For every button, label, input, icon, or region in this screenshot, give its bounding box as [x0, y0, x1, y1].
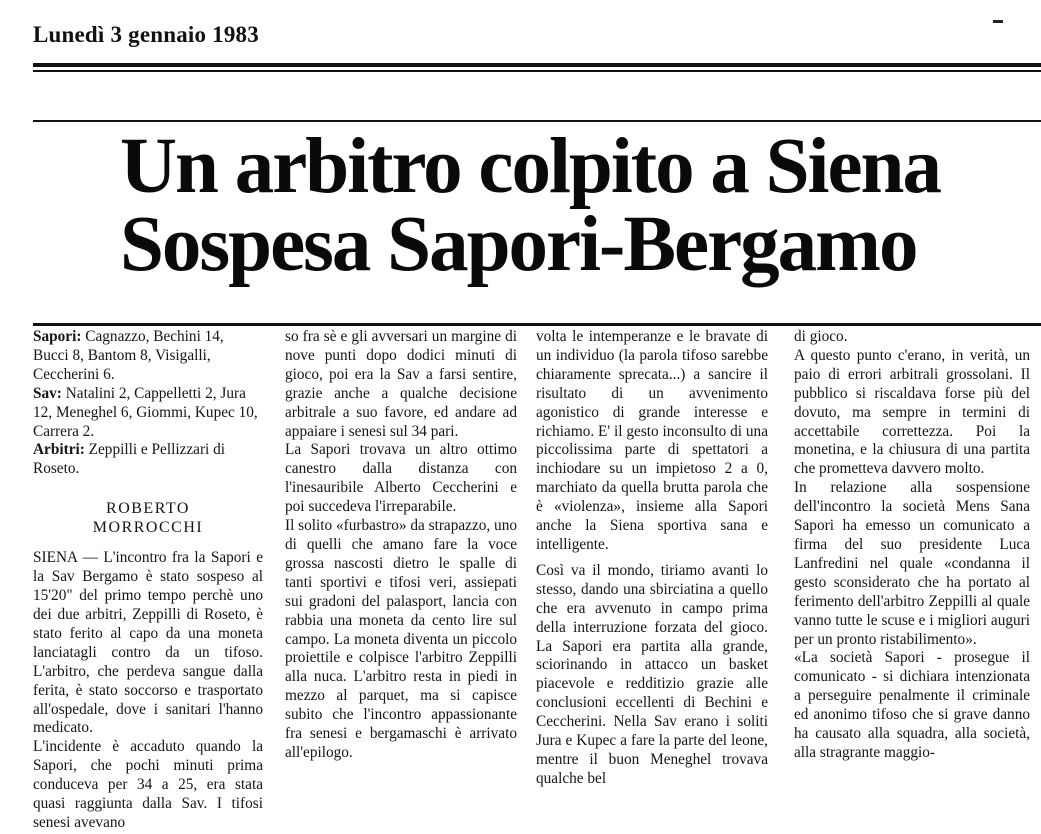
article-column-3: [536, 328, 768, 834]
article-paragraph: SIENA — L'incontro fra la Sapori e la Sav Bergamo è stato sospeso al 15'20" del primo tempo perchè uno dei due arbitri, Zeppilli di Roseto, è stato ferito al capo da una moneta lanciatagli contro da un tifoso. L'arbitro, che perdeva sangue dalla ferita, è stato soccorso e trasportato all'ospedale, dove i sanitari l'hanno medicato.: [33, 549, 263, 737]
article-paragraph: so fra sè e gli avversari un margine di nove punti dopo dodici minuti di gioco, poi era la Sav a farsi sentire, grazie anche a qualche decisione arbitrale a suo favore, ed andare ad appaiare i senesi sul 34 pari.: [285, 328, 517, 440]
headline-top-rule: [33, 120, 1041, 122]
article-paragraph: Così va il mondo, tiriamo avanti lo stesso, dando una sbirciatina a quello che era avvenuto in campo prima della interruzione forzata del gioco. La Sapori era partita alla grande, sciorinando in attacco un basket piacevole e redditizio grazie alle conclusioni eccellenti di Bechini e Ceccherini. Nella Sav erano i soliti Jura e Kupec a fare la parte del leone, mentre il buon Meneghel trovava qualche bel: [536, 561, 768, 787]
article-paragraph: L'incidente è accaduto quando la Sapori, che pochi minuti prima conduceva per 34 a 25, era stata quasi raggiunta dalla Sav. I tifosi senesi avevano: [33, 738, 263, 831]
lineup-arbitri: Arbitri: Zeppilli e Pellizzari di Roseto.: [33, 441, 226, 478]
headline-line-2: Sospesa Sapori-Bergamo: [120, 201, 917, 288]
byline-last-name: MORROCCHI: [92, 519, 204, 537]
lineup-sav: Sav: Natalini 2, Cappelletti 2, Jura 12, Meneghel 6, Giommi, Kupec 10, Carrera 2.: [33, 384, 258, 440]
article-column-1: [33, 328, 263, 834]
headline-line-1: Un arbitro colpito a Siena: [120, 123, 940, 210]
byline: [33, 499, 263, 537]
team-lineups: [33, 328, 263, 479]
date-line: Lunedì 3 gennaio 1983: [33, 22, 259, 47]
article-paragraph: volta le intemperanze e le bravate di un individuo (la parola tifoso sarebbe chiaramente sprecata...) a sancire il risultato di un avvenimento agonistico di grande interesse e richiamo. E' il gesto inconsulto di una piccolissima parte di spettatori a inchiodare su un impietoso 2 a 0, marchiato da quella brutta parola che è «violenza», insieme alla Sapori anche la Siena sportiva sana e intelligente.: [536, 328, 768, 553]
article-paragraph: Il solito «furbastro» da strapazzo, uno di quelli che amano fare la voce grossa nascosti dietro le spalle di tanti sportivi e tifosi veri, assiepati sui gradoni del palasport, lancia con rabbia una moneta da cento lire sul campo. La moneta diventa un piccolo proiettile e colpisce l'arbitro Zeppilli alla nuca. L'arbitro resta in piedi in mezzo al parquet, ma si capisce subito che l'incontro appassionante fra senesi e bergamaschi è arrivato all'epilogo.: [285, 517, 517, 761]
headline: [120, 123, 1020, 288]
byline-first-name: ROBERTO: [106, 500, 190, 518]
article-paragraph: di gioco.: [794, 328, 848, 345]
top-rule-thin: [33, 70, 1041, 72]
article-paragraph: La Sapori trovava un altro ottimo canestro dalla distanza con l'inesauribile Alberto Ceccherini e poi succedeva l'irreparabile.: [285, 441, 517, 516]
article-paragraph: «La società Sapori - prosegue il comunicato - si dichiara intenzionata a perseguire penalmente il criminale ed anonimo tifoso che si grave danno ha causato alla squadra, alla società, alla stragrante maggio-: [794, 649, 1030, 761]
corner-mark: [993, 20, 1003, 23]
article-paragraph: In relazione alla sospensione dell'incontro la società Mens Sana Sapori ha emesso un comunicato a firma del suo presidente Luca Lanfredini nel quale «condanna il gesto sconsiderato che ha portato al ferimento dell'arbitro Zeppilli al quale vanno tutte le scuse e i migliori auguri per un pronto ristabilimento».: [794, 479, 1030, 648]
article-column-4: [794, 328, 1030, 834]
article-column-2: [285, 328, 517, 834]
top-rule-thick: [33, 63, 1041, 67]
headline-bottom-rule: [33, 323, 1041, 326]
article-paragraph: A questo punto c'erano, in verità, un paio di errori arbitrali grossolani. Il pubblico si riscaldava forse più del dovuto, ma sempre in termini di accettabile correttezza. Poi la monetina, e la chiusura di una partita che prometteva davvero molto.: [794, 346, 1030, 478]
lineup-sapori: Sapori: Cagnazzo, Bechini 14, Bucci 8, Bantom 8, Visigalli, Ceccherini 6.: [33, 328, 224, 383]
